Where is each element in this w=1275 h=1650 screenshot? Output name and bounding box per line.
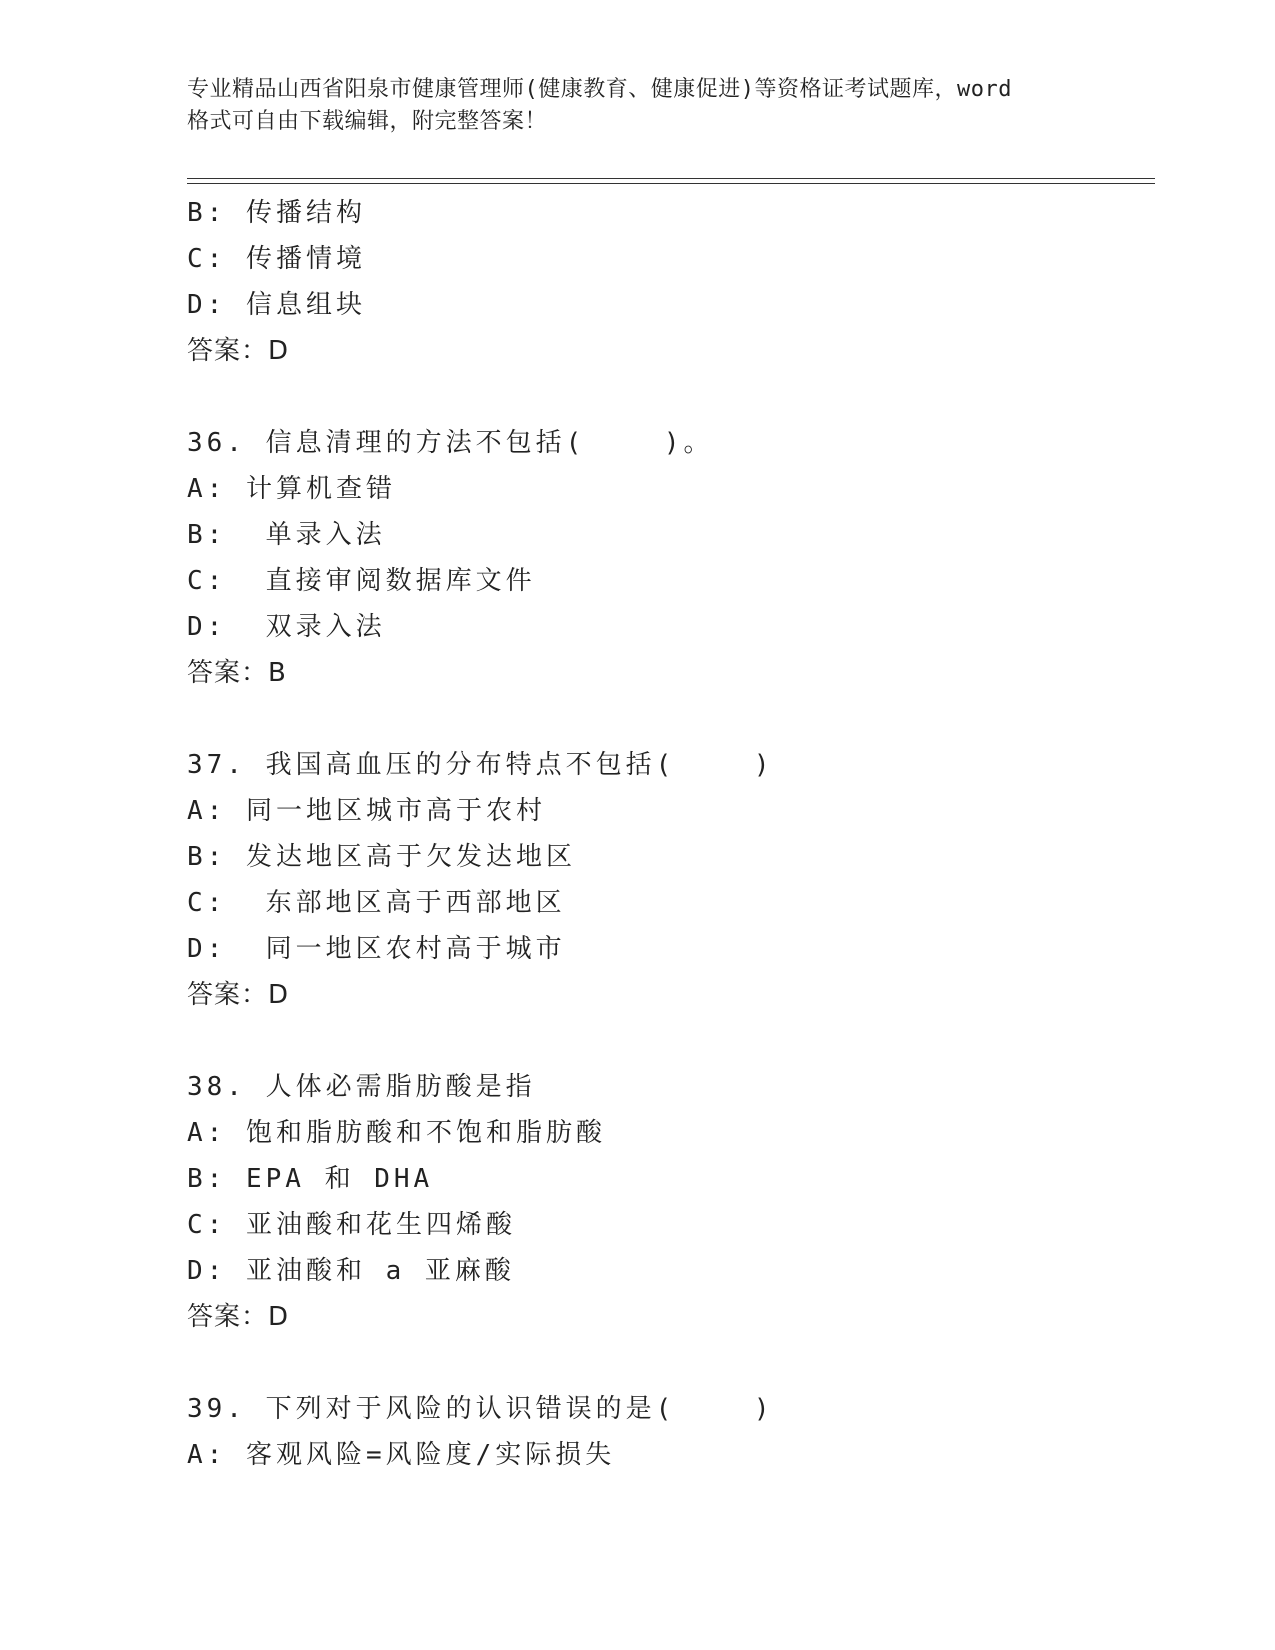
question-36 xyxy=(187,420,1137,696)
option-d: D: 亚油酸和 a 亚麻酸 xyxy=(187,1256,515,1286)
option-a: A: 计算机查错 xyxy=(187,474,396,504)
answer: 答案：D xyxy=(187,1302,290,1332)
option-d: D: 信息组块 xyxy=(187,290,366,320)
option-d: D: 双录入法 xyxy=(187,612,386,642)
option-b: B: 传播结构 xyxy=(187,198,366,228)
option-d: D: 同一地区农村高于城市 xyxy=(187,934,566,964)
option-b: B: 发达地区高于欠发达地区 xyxy=(187,842,576,872)
spacer xyxy=(187,1340,1137,1386)
option-c: C: 直接审阅数据库文件 xyxy=(187,566,536,596)
answer: 答案：B xyxy=(187,658,287,688)
question-35-tail xyxy=(187,190,1137,374)
spacer xyxy=(187,696,1137,742)
header-line-1: 专业精品山西省阳泉市健康管理师(健康教育、健康促进)等资格证考试题库，word xyxy=(187,77,1012,102)
question-stem: 37. 我国高血压的分布特点不包括( ) xyxy=(187,750,774,780)
option-b: B: EPA 和 DHA xyxy=(187,1164,434,1194)
question-37 xyxy=(187,742,1137,1018)
option-a: A: 同一地区城市高于农村 xyxy=(187,796,546,826)
document-header xyxy=(187,74,1087,138)
header-line-2: 格式可自由下载编辑，附完整答案！ xyxy=(187,109,548,134)
option-c: C: 东部地区高于西部地区 xyxy=(187,888,566,918)
header-divider-bottom xyxy=(187,183,1155,184)
question-stem: 36. 信息清理的方法不包括( )。 xyxy=(187,428,714,458)
option-c: C: 传播情境 xyxy=(187,244,366,274)
question-stem: 38. 人体必需脂肪酸是指 xyxy=(187,1072,536,1102)
header-divider-top xyxy=(187,178,1155,179)
option-a: A: 饱和脂肪酸和不饱和脂肪酸 xyxy=(187,1118,606,1148)
question-38 xyxy=(187,1064,1137,1340)
spacer xyxy=(187,1018,1137,1064)
option-c: C: 亚油酸和花生四烯酸 xyxy=(187,1210,516,1240)
option-a: A: 客观风险=风险度/实际损失 xyxy=(187,1440,616,1470)
question-stem: 39. 下列对于风险的认识错误的是( ) xyxy=(187,1394,774,1424)
question-list xyxy=(187,190,1137,1478)
spacer xyxy=(187,374,1137,420)
question-39 xyxy=(187,1386,1137,1478)
answer: 答案：D xyxy=(187,980,290,1010)
answer: 答案：D xyxy=(187,336,290,366)
option-b: B: 单录入法 xyxy=(187,520,386,550)
